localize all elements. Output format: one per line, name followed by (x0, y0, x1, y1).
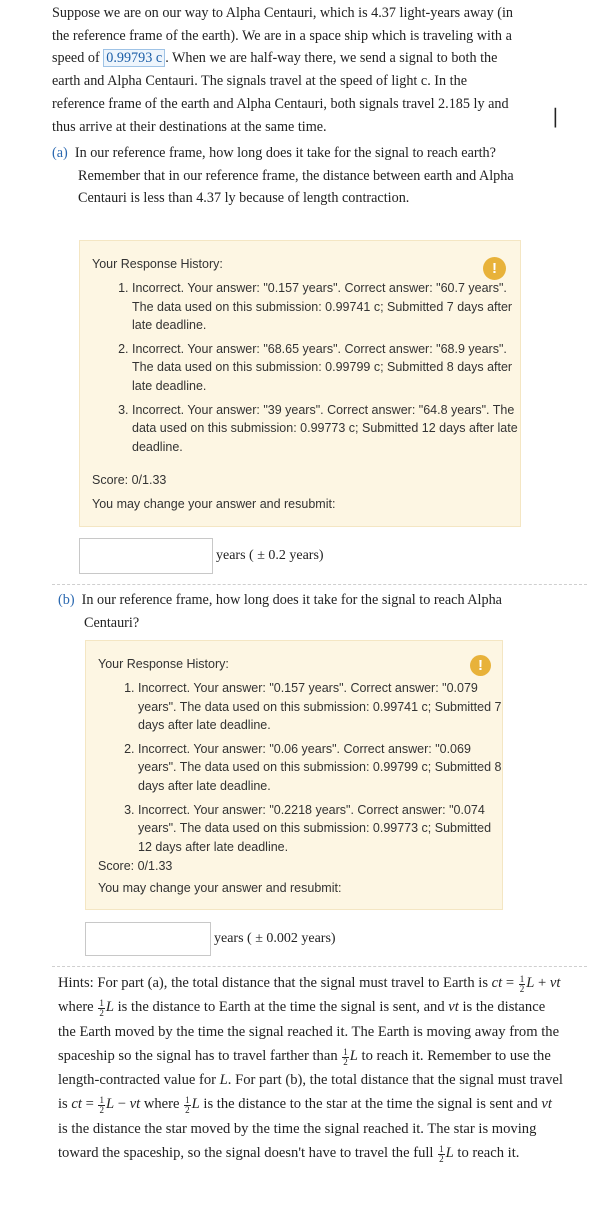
warning-icon: ! (483, 257, 506, 280)
warning-icon: ! (470, 655, 491, 676)
math-eq: = (81, 1096, 98, 1113)
math-plus: + (534, 975, 550, 991)
divider (52, 584, 587, 585)
part-b-question (58, 589, 528, 634)
part-a-unit: years ( ± 0.2 years) (216, 548, 324, 563)
intro-text: Suppose we are on our way to Alpha Centauri, which is 4.37 light-years away (in the reference frame of the earth). We are in a space ship which is traveling with a speed of (52, 5, 513, 67)
math-L: L (105, 999, 114, 1016)
part-b-response-history (85, 640, 503, 910)
history-item: 2. Incorrect. Your answer: "0.06 years". Correct answer: "0.069 years". The data used on this submission: 0.99799 c; Submitted 8 days after late deadline. (138, 740, 508, 796)
math-L: L (105, 1096, 115, 1113)
hint-text: to reach it. (453, 1145, 520, 1162)
history-item: 3. Incorrect. Your answer: "39 years". Correct answer: "64.8 years". The data used on this submission: 0.99773 c; Submitted 12 days after late deadline. (132, 401, 522, 457)
history-title: Your Response History: (98, 657, 229, 671)
hint-text: is the distance to the star at the time the signal is sent and (199, 1096, 542, 1113)
history-item: 1. Incorrect. Your answer: "0.157 years". Correct answer: "60.7 years". The data used on this submission: 0.99741 c; Submitted 7 days after late deadline. (132, 279, 522, 335)
math-half: $\frac{1}{2}$ (519, 974, 525, 994)
history-title: Your Response History: (92, 257, 223, 271)
history-list (92, 279, 522, 461)
part-a-question (52, 142, 522, 210)
part-a-label: (a) (52, 145, 68, 161)
math-vt: vt (541, 1096, 552, 1113)
part-b-label: (b) (58, 592, 75, 608)
resubmit-text: You may change your answer and resubmit: (92, 497, 336, 511)
hint-text: is the distance to Earth at the time the signal is sent, and (113, 999, 449, 1016)
math-L: L (526, 975, 535, 991)
hint-text: . For part (b), the total distance that the signal must travel is (58, 1072, 563, 1113)
math-half: $\frac{1}{2}$ (185, 1095, 190, 1116)
math-minus: − (114, 1096, 130, 1113)
math-half: $\frac{1}{2}$ (99, 998, 104, 1019)
score-text: Score: 0/1.33 (98, 859, 173, 873)
hint-text: is the distance the Earth moved by the time the signal reached it. The Earth is moving away from the spaceship so the signal has to travel farther than (58, 999, 560, 1064)
part-b-answer-input[interactable] (85, 922, 211, 956)
text-cursor-icon: | (552, 104, 559, 128)
math-half: $\frac{1}{2}$ (99, 1095, 104, 1116)
divider (52, 966, 587, 967)
speed-value-highlight[interactable]: 0.99793 c (103, 49, 165, 67)
intro-text-continued: . When we are half-way there, we send a signal to both the earth and Alpha Centauri. The signals travel at the speed of light c. In the reference frame of the earth and Alpha Centauri, both signals travel 2.185 ly and thus arrive at their destinations at the same time. (52, 50, 509, 135)
part-b-question-text: In our reference frame, how long does it take for the signal to reach Alpha Centauri? (81, 592, 502, 631)
problem-intro (52, 2, 522, 138)
score-text: Score: 0/1.33 (92, 473, 167, 487)
math-L: L (349, 1047, 358, 1064)
part-a-response-history (79, 240, 521, 527)
hint-text: where (140, 1096, 184, 1113)
part-a-question-text: In our reference frame, how long does it take for the signal to reach earth? Remember that in our reference frame, the distance between earth and Alpha Centauri is less than 4.37 ly because of length contraction. (74, 145, 514, 207)
history-list (98, 679, 508, 861)
history-item: 1. Incorrect. Your answer: "0.157 years". Correct answer: "0.079 years". The data used on this submission: 0.99741 c; Submitted 7 days after late deadline. (138, 679, 508, 735)
hint-text: where (58, 999, 98, 1016)
math-half: $\frac{1}{2}$ (439, 1144, 444, 1165)
hints-paragraph (58, 971, 563, 1165)
hint-text: is the distance the star moved by the time the signal reached it. The star is moving toward the spaceship, so the signal doesn't have to travel the full (58, 1120, 537, 1162)
hint-text: to reach it. Remember to use the length-contracted value for (58, 1047, 551, 1089)
part-a-answer-input[interactable] (79, 538, 213, 574)
math-half: $\frac{1}{2}$ (343, 1046, 348, 1067)
math-vt: vt (549, 975, 561, 991)
part-b-unit: years ( ± 0.002 years) (214, 931, 336, 946)
math-vt: vt (448, 999, 459, 1016)
hint-text: Hints: For part (a), the total distance that the signal must travel to Earth is (58, 975, 492, 991)
math-ct: ct (491, 975, 503, 991)
math-vt: vt (129, 1096, 141, 1113)
math-L: L (445, 1145, 454, 1162)
math-L: L (219, 1072, 228, 1089)
math-L: L (191, 1096, 200, 1113)
history-item: 2. Incorrect. Your answer: "68.65 years". Correct answer: "68.9 years". The data used on this submission: 0.99799 c; Submitted 8 days after late deadline. (132, 340, 522, 396)
math-ct: ct (71, 1096, 82, 1113)
math-eq: = (502, 975, 518, 991)
resubmit-text: You may change your answer and resubmit: (98, 881, 342, 895)
history-item: 3. Incorrect. Your answer: "0.2218 years". Correct answer: "0.074 years". The data used on this submission: 0.99773 c; Submitted 12 days after late deadline. (138, 801, 508, 857)
